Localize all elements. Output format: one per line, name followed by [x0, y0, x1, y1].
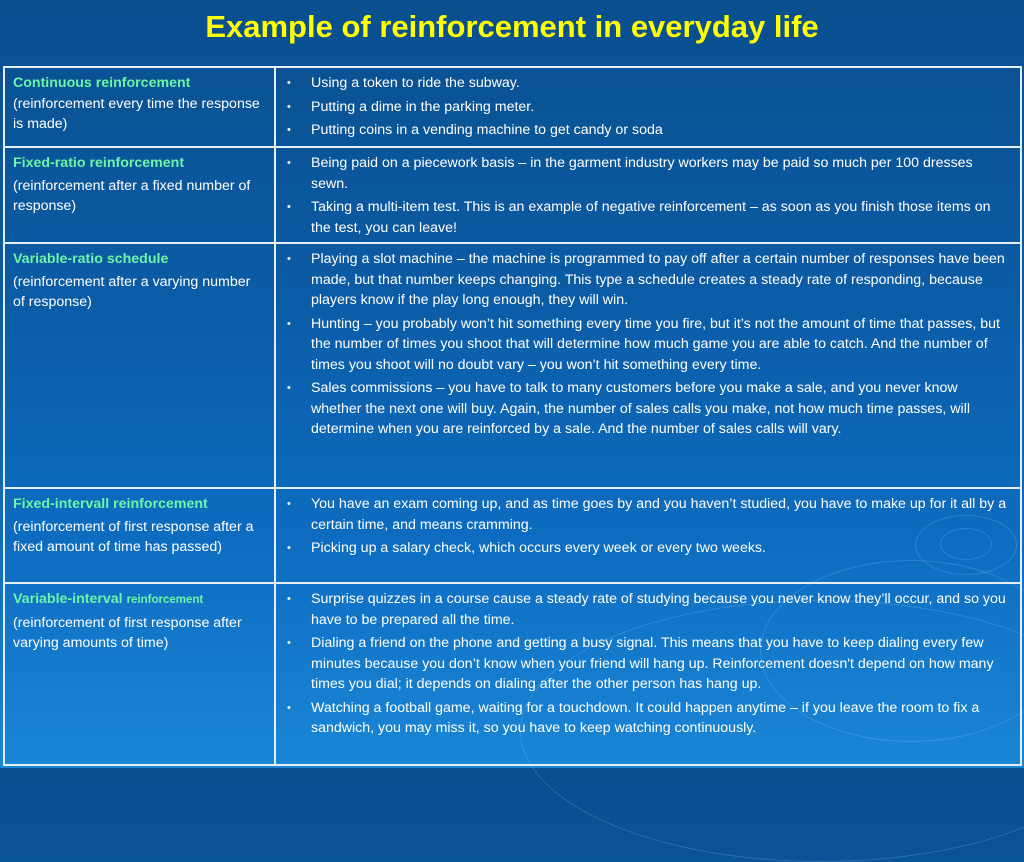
list-item	[287, 589, 1012, 630]
list-item	[287, 698, 1012, 739]
list-item	[287, 378, 1012, 440]
schedule-cell	[4, 243, 275, 488]
reinforcement-table	[3, 66, 1022, 766]
example-list	[284, 153, 1012, 238]
bullet-icon: •	[287, 100, 291, 113]
examples-cell	[275, 583, 1021, 765]
example-list	[284, 494, 1012, 559]
example-text: Putting a dime in the parking meter.	[311, 98, 535, 115]
list-item	[287, 633, 1012, 695]
schedule-label-row	[13, 589, 266, 611]
bullet-icon: •	[287, 701, 291, 714]
bullet-icon: •	[287, 317, 291, 330]
example-text: Surprise quizzes in a course cause a steady rate of studying because you never know they’ll occur, and so you have to be prepared all the time.	[311, 591, 1006, 628]
schedule-cell	[4, 147, 275, 243]
table-row	[4, 67, 1021, 147]
example-list	[284, 589, 1012, 739]
table-row	[4, 583, 1021, 765]
list-item	[287, 494, 1012, 535]
schedule-description: (reinforcement of first response after varying amounts of time)	[13, 614, 242, 651]
example-text: Picking up a salary check, which occurs every week or every two weeks.	[311, 540, 766, 556]
table-row	[4, 488, 1021, 583]
example-list	[284, 249, 1012, 440]
list-item	[287, 197, 1012, 238]
schedule-description: (reinforcement every time the response is made)	[13, 95, 260, 132]
example-text: Hunting – you probably won’t hit something every time you fire, but it’s not the amount of time that passes, but the number of times you shoot that will determine how much game you are able to catch. And the number of times you shoot will no doubt vary – you won’t hit something every time.	[311, 315, 1000, 373]
schedule-label: Variable-ratio schedule	[13, 251, 169, 267]
list-item	[287, 249, 1012, 311]
table-row	[4, 243, 1021, 488]
example-text: Watching a football game, waiting for a touchdown. It could happen anytime – if you leave the room to fix a sandwich, you may miss it, so you have to keep watching continuously.	[311, 699, 980, 736]
schedule-description: (reinforcement of first response after a fixed amount of time has passed)	[13, 518, 254, 555]
example-text: Sales commissions – you have to talk to many customers before you make a sale, and you never know whether the next one will buy. Again, the number of sales calls you make, not how much time passes, will determine when you are reinforced by a sale. And the number of sales calls will vary.	[311, 380, 970, 437]
list-item	[287, 73, 1012, 94]
bullet-icon: •	[287, 124, 291, 136]
bullet-icon: •	[287, 542, 291, 554]
bullet-icon: •	[287, 498, 291, 510]
schedule-cell	[4, 488, 275, 583]
example-text: Dialing a friend on the phone and getting a busy signal. This means that you have to keep dialing every few minutes because you don’t know when your friend will hang up. Reinforcement doesn't depend on how many times you dial; it depends on dialing after the other person has hang up.	[311, 635, 994, 692]
examples-cell	[275, 67, 1021, 147]
list-item	[287, 314, 1012, 376]
bullet-icon: •	[287, 593, 291, 605]
table-row	[4, 147, 1021, 243]
bullet-icon: •	[287, 253, 291, 265]
list-item	[287, 97, 1012, 118]
schedule-label: Fixed-ratio reinforcement	[13, 155, 185, 171]
bullet-icon: •	[287, 637, 291, 649]
list-item	[287, 538, 1012, 559]
list-item	[287, 153, 1012, 194]
bullet-icon: •	[287, 77, 291, 89]
schedule-description: (reinforcement after a fixed number of response)	[13, 177, 251, 214]
list-item	[287, 120, 1012, 141]
bullet-icon: •	[287, 157, 291, 169]
examples-cell	[275, 243, 1021, 488]
slide-title: Example of reinforcement in everyday life	[205, 9, 819, 44]
example-text: Taking a multi-item test. This is an example of negative reinforcement – as soon as you finish those items on the test, you can leave!	[311, 199, 991, 236]
examples-cell	[275, 488, 1021, 583]
example-text: Playing a slot machine – the machine is programmed to pay off after a certain number of responses have been made, but that number keeps changing. This type a schedule creates a steady rate of responding, because players know if the play long enough, they will win.	[311, 251, 1005, 308]
schedule-label-suffix: reinforcement	[126, 594, 204, 606]
example-list	[284, 73, 1012, 141]
bullet-icon: •	[287, 201, 291, 213]
schedule-cell	[4, 583, 275, 765]
schedule-label: Variable-interval	[13, 591, 123, 607]
example-text: Using a token to ride the subway.	[311, 75, 520, 91]
example-text: Being paid on a piecework basis – in the garment industry workers may be paid so much per 100 dresses sewn.	[311, 155, 973, 192]
schedule-label: Continuous reinforcement	[13, 75, 191, 91]
example-text: You have an exam coming up, and as time goes by and you haven’t studied, you have to make up for it all by a certain time, and means cramming.	[311, 496, 1007, 533]
bullet-icon: •	[287, 382, 291, 394]
schedule-label: Fixed-intervall reinforcement	[13, 496, 208, 512]
example-text: Putting coins in a vending machine to get candy or soda	[311, 122, 663, 138]
schedule-cell	[4, 67, 275, 147]
examples-cell	[275, 147, 1021, 243]
schedule-description: (reinforcement after a varying number of response)	[13, 273, 251, 310]
